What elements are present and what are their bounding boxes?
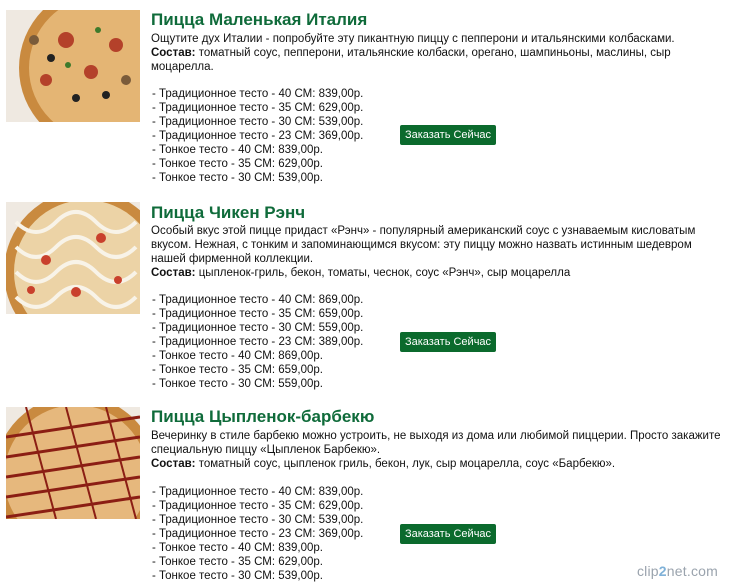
price-item: - Тонкое тесто - 40 СМ: 839,00р. [152,542,323,554]
price-item: - Традиционное тесто - 40 СМ: 839,00р. [152,88,364,100]
price-item: - Традиционное тесто - 35 СМ: 659,00р. [152,308,364,320]
price-item: - Тонкое тесто - 30 СМ: 539,00р. [152,172,323,184]
price-item: - Традиционное тесто - 30 СМ: 539,00р. [152,514,364,526]
pizza-description [151,32,721,74]
clip2net-watermark [637,563,718,579]
order-now-button[interactable]: Заказать Сейчас [400,524,496,544]
price-item: - Тонкое тесто - 40 СМ: 869,00р. [152,350,323,362]
watermark-prefix: clip [636,563,659,579]
ingredients-text: томатный соус, цыпленок гриль, бекон, лук, сыр моцарелла, соус «Барбекю». [198,458,616,470]
ingredients-label: Состав: [151,267,196,279]
price-list [152,293,392,391]
order-now-button[interactable]: Заказать Сейчас [400,332,496,352]
pizza-photo[interactable] [6,407,140,519]
price-item: - Традиционное тесто - 35 СМ: 629,00р. [152,102,364,114]
price-list [152,87,392,185]
price-item: - Традиционное тесто - 40 СМ: 869,00р. [152,294,364,306]
price-list [152,485,392,583]
price-item: - Тонкое тесто - 35 СМ: 629,00р. [152,158,323,170]
price-item: - Традиционное тесто - 23 СМ: 389,00р. [152,336,364,348]
description-text: Вечеринку в стиле барбекю можно устроить, не выходя из дома или любимой пиццерии. Просто закажите специальную пиццу «Цыпленок Барбекю». [151,430,721,456]
pizza-title[interactable]: Пицца Цыпленок-барбекю [151,407,375,426]
price-item: - Тонкое тесто - 35 СМ: 659,00р. [152,364,323,376]
price-item: - Традиционное тесто - 23 СМ: 369,00р. [152,528,364,540]
price-item: - Традиционное тесто - 23 СМ: 369,00р. [152,130,364,142]
price-item: - Тонкое тесто - 30 СМ: 539,00р. [152,570,323,582]
price-item: - Традиционное тесто - 30 СМ: 559,00р. [152,322,364,334]
price-item: - Тонкое тесто - 40 СМ: 839,00р. [152,144,323,156]
price-item: - Тонкое тесто - 35 СМ: 629,00р. [152,556,323,568]
pizza-description [151,224,721,280]
pizza-photo[interactable] [6,10,140,122]
pizza-title[interactable]: Пицца Чикен Рэнч [151,203,306,222]
price-item: - Традиционное тесто - 30 СМ: 539,00р. [152,116,364,128]
description-text: Особый вкус этой пицце придаст «Рэнч» - популярный американский соус с узнаваемым кисловатым вкусом. Нежная, с тонким и запоминающимся вкусом: эту пиццу можно назвать истинным шедевром нашей фирменной коллекции. [151,225,696,265]
pizza-title[interactable]: Пицца Маленькая Италия [151,10,368,29]
order-now-button[interactable]: Заказать Сейчас [400,125,496,145]
price-item: - Традиционное тесто - 40 СМ: 839,00р. [152,486,364,498]
price-item: - Традиционное тесто - 35 СМ: 629,00р. [152,500,364,512]
pizza-photo[interactable] [6,202,140,314]
description-text: Ощутите дух Италии - попробуйте эту пикантную пиццу с пепперони и итальянскими колбасками. [151,33,675,45]
pizza-description [151,429,721,471]
price-item: - Тонкое тесто - 30 СМ: 559,00р. [152,378,323,390]
ingredients-text: томатный соус, пепперони, итальянские колбаски, орегано, шампиньоны, маслины, сыр моцарелла. [151,47,671,73]
ingredients-label: Состав: [151,47,196,59]
watermark-two: 2 [658,563,667,579]
ingredients-text: цыпленок-гриль, бекон, томаты, чеснок, соус «Рэнч», сыр моцарелла [198,267,571,279]
ingredients-label: Состав: [151,458,196,470]
watermark-suffix: net.com [666,563,718,579]
